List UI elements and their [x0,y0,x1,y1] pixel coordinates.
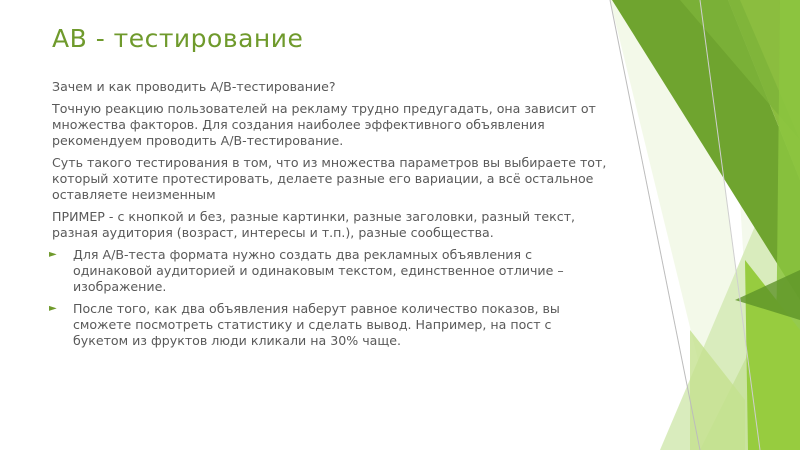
example-paragraph: ПРИМЕР - с кнопкой и без, разные картинки, разные заголовки, разный текст, разная аудитория (возраст, интересы и т.п.), разные сообщества. [52,209,576,240]
list-item-text: После того, как два объявления наберут равное количество показов, вы сможете посмотреть статистику и сделать вывод. Например, на пост с букетом из фруктов люди кликали на 30% чаще. [73,301,560,348]
list-item [49,301,607,349]
intro-paragraph: Точную реакцию пользователей на рекламу трудно предугадать, она зависит от множества факторов. Для создания наиболее эффективного объявления рекомендуем проводить A/B-тестирование. [52,101,596,148]
slide-body [49,79,607,355]
list-item [49,247,607,295]
question-paragraph: Зачем и как проводить A/B-тестирование? [52,79,336,94]
bullet-list [49,247,607,349]
slide-title: AB - тестирование [52,24,304,53]
essence-paragraph: Суть такого тестирования в том, что из множества параметров вы выбираете тот, который хотите протестировать, делаете разные его вариации, а всё остальное оставляете неизменным [52,155,607,202]
list-item-text: Для A/B-теста формата нужно создать два рекламных объявления с одинаковой аудиторией и одинаковым текстом, единственное отличие – изображение. [73,247,564,294]
triangle-bullet-icon: ► [49,249,57,260]
triangle-bullet-icon: ► [49,303,57,314]
